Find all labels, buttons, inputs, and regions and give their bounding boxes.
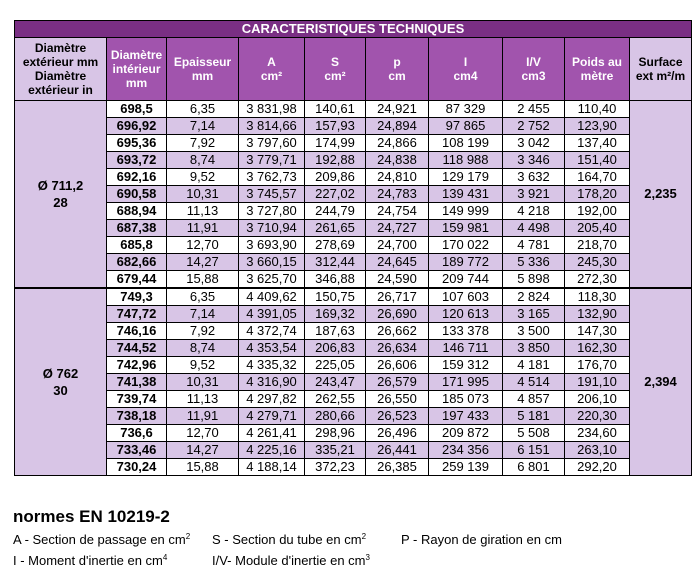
table-row (15, 118, 692, 135)
cell-ep: 11,13 (167, 203, 239, 220)
cell-ep: 10,31 (167, 186, 239, 203)
cell-iv: 2 455 (503, 101, 565, 118)
cell-ep: 6,35 (167, 288, 239, 306)
cell-iv: 6 801 (503, 459, 565, 476)
cell-pm: 132,90 (565, 306, 630, 323)
cell-s: 187,63 (305, 323, 366, 340)
table-row (15, 220, 692, 237)
cell-di: 739,74 (107, 391, 167, 408)
cell-s: 298,96 (305, 425, 366, 442)
surface-cell: 2,394 (630, 288, 692, 476)
table-row (15, 357, 692, 374)
cell-p: 24,894 (366, 118, 429, 135)
cell-pm: 218,70 (565, 237, 630, 254)
header-weight: Poids au mètre (565, 38, 630, 101)
cell-iv: 4 514 (503, 374, 565, 391)
cell-i: 129 179 (429, 169, 503, 186)
cell-p: 26,606 (366, 357, 429, 374)
table-row (15, 237, 692, 254)
cell-di: 698,5 (107, 101, 167, 118)
legend-p: P - Rayon de giration en cm (401, 532, 562, 547)
cell-iv: 3 850 (503, 340, 565, 357)
cell-di: 693,72 (107, 152, 167, 169)
cell-ep: 14,27 (167, 254, 239, 271)
table-row (15, 101, 692, 118)
cell-i: 133 378 (429, 323, 503, 340)
header-iv: I/V cm3 (503, 38, 565, 101)
cell-s: 157,93 (305, 118, 366, 135)
cell-a: 3 762,73 (239, 169, 305, 186)
cell-a: 4 353,54 (239, 340, 305, 357)
cell-a: 3 745,57 (239, 186, 305, 203)
cell-p: 26,550 (366, 391, 429, 408)
cell-iv: 2 752 (503, 118, 565, 135)
cell-i: 189 772 (429, 254, 503, 271)
cell-i: 185 073 (429, 391, 503, 408)
cell-di: 688,94 (107, 203, 167, 220)
cell-s: 227,02 (305, 186, 366, 203)
cell-a: 4 316,90 (239, 374, 305, 391)
cell-a: 4 372,74 (239, 323, 305, 340)
outer-diameter-cell (15, 101, 107, 289)
cell-i: 159 981 (429, 220, 503, 237)
cell-ep: 10,31 (167, 374, 239, 391)
cell-s: 169,32 (305, 306, 366, 323)
cell-i: 159 312 (429, 357, 503, 374)
cell-iv: 3 346 (503, 152, 565, 169)
legend-a: A - Section de passage en $cm^2$ (13, 532, 191, 547)
cell-pm: 176,70 (565, 357, 630, 374)
cell-p: 26,441 (366, 442, 429, 459)
cell-ep: 9,52 (167, 357, 239, 374)
header-thickness: Epaisseur mm (167, 38, 239, 101)
cell-iv: 6 151 (503, 442, 565, 459)
cell-p: 26,690 (366, 306, 429, 323)
cell-ep: 11,91 (167, 220, 239, 237)
cell-p: 26,496 (366, 425, 429, 442)
cell-s: 346,88 (305, 271, 366, 289)
table-row (15, 152, 692, 169)
surface-cell: 2,235 (630, 101, 692, 289)
cell-a: 4 297,82 (239, 391, 305, 408)
table-row (15, 340, 692, 357)
cell-p: 24,754 (366, 203, 429, 220)
cell-iv: 3 165 (503, 306, 565, 323)
cell-pm: 164,70 (565, 169, 630, 186)
cell-p: 26,523 (366, 408, 429, 425)
cell-di: 744,52 (107, 340, 167, 357)
cell-di: 682,66 (107, 254, 167, 271)
legend-s: S - Section du tube en $cm^2$ (212, 532, 367, 547)
cell-i: 97 865 (429, 118, 503, 135)
cell-p: 24,783 (366, 186, 429, 203)
table-row (15, 442, 692, 459)
cell-s: 372,23 (305, 459, 366, 476)
cell-pm: 245,30 (565, 254, 630, 271)
cell-s: 243,47 (305, 374, 366, 391)
table-row (15, 288, 692, 306)
cell-iv: 2 824 (503, 288, 565, 306)
cell-ep: 7,14 (167, 118, 239, 135)
cell-a: 3 625,70 (239, 271, 305, 289)
cell-pm: 220,30 (565, 408, 630, 425)
cell-s: 174,99 (305, 135, 366, 152)
cell-i: 171 995 (429, 374, 503, 391)
cell-iv: 4 181 (503, 357, 565, 374)
cell-p: 24,838 (366, 152, 429, 169)
table-row (15, 306, 692, 323)
table-row (15, 254, 692, 271)
header-outer-diameter: Diamètre extérieur mm Diamètre extérieur in (15, 38, 107, 101)
cell-di: 685,8 (107, 237, 167, 254)
cell-i: 146 711 (429, 340, 503, 357)
cell-p: 26,634 (366, 340, 429, 357)
cell-i: 209 872 (429, 425, 503, 442)
cell-iv: 5 508 (503, 425, 565, 442)
table-row (15, 425, 692, 442)
cell-ep: 15,88 (167, 459, 239, 476)
cell-a: 3 814,66 (239, 118, 305, 135)
outer-diameter-cell (15, 288, 107, 476)
cell-pm: 110,40 (565, 101, 630, 118)
cell-a: 4 335,32 (239, 357, 305, 374)
cell-a: 4 279,71 (239, 408, 305, 425)
cell-pm: 292,20 (565, 459, 630, 476)
cell-a: 3 727,80 (239, 203, 305, 220)
cell-pm: 272,30 (565, 271, 630, 289)
table-row (15, 408, 692, 425)
cell-iv: 3 632 (503, 169, 565, 186)
cell-i: 107 603 (429, 288, 503, 306)
cell-s: 206,83 (305, 340, 366, 357)
cell-ep: 11,91 (167, 408, 239, 425)
header-p: p cm (366, 38, 429, 101)
cell-di: 736,6 (107, 425, 167, 442)
cell-a: 3 693,90 (239, 237, 305, 254)
cell-iv: 3 500 (503, 323, 565, 340)
cell-a: 3 660,15 (239, 254, 305, 271)
cell-i: 87 329 (429, 101, 503, 118)
cell-ep: 9,52 (167, 169, 239, 186)
cell-iv: 5 336 (503, 254, 565, 271)
cell-pm: 234,60 (565, 425, 630, 442)
cell-pm: 191,10 (565, 374, 630, 391)
cell-s: 225,05 (305, 357, 366, 374)
cell-di: 679,44 (107, 271, 167, 289)
cell-iv: 4 498 (503, 220, 565, 237)
table-row (15, 186, 692, 203)
cell-di: 738,18 (107, 408, 167, 425)
cell-di: 742,96 (107, 357, 167, 374)
cell-p: 24,700 (366, 237, 429, 254)
cell-ep: 11,13 (167, 391, 239, 408)
table-row (15, 135, 692, 152)
cell-p: 24,921 (366, 101, 429, 118)
cell-pm: 263,10 (565, 442, 630, 459)
cell-p: 24,866 (366, 135, 429, 152)
cell-ep: 8,74 (167, 340, 239, 357)
header-a: A cm² (239, 38, 305, 101)
cell-s: 140,61 (305, 101, 366, 118)
cell-i: 234 356 (429, 442, 503, 459)
cell-di: 695,36 (107, 135, 167, 152)
cell-i: 209 744 (429, 271, 503, 289)
cell-s: 244,79 (305, 203, 366, 220)
cell-a: 4 261,41 (239, 425, 305, 442)
outer-diameter-mm: Ø 711,2 (37, 178, 84, 193)
cell-pm: 118,30 (565, 288, 630, 306)
cell-di: 687,38 (107, 220, 167, 237)
header-surface: Surface ext m²/m (630, 38, 692, 101)
cell-iv: 5 181 (503, 408, 565, 425)
cell-pm: 206,10 (565, 391, 630, 408)
cell-pm: 162,30 (565, 340, 630, 357)
cell-p: 24,590 (366, 271, 429, 289)
table-row (15, 459, 692, 476)
cell-iv: 3 042 (503, 135, 565, 152)
cell-p: 26,717 (366, 288, 429, 306)
cell-a: 4 225,16 (239, 442, 305, 459)
cell-p: 26,579 (366, 374, 429, 391)
cell-i: 170 022 (429, 237, 503, 254)
cell-ep: 12,70 (167, 425, 239, 442)
cell-s: 150,75 (305, 288, 366, 306)
cell-p: 26,385 (366, 459, 429, 476)
cell-i: 108 199 (429, 135, 503, 152)
cell-p: 24,727 (366, 220, 429, 237)
table-row (15, 169, 692, 186)
cell-s: 261,65 (305, 220, 366, 237)
cell-a: 4 391,05 (239, 306, 305, 323)
cell-iv: 3 921 (503, 186, 565, 203)
cell-pm: 151,40 (565, 152, 630, 169)
table-row (15, 203, 692, 220)
cell-pm: 123,90 (565, 118, 630, 135)
cell-s: 192,88 (305, 152, 366, 169)
cell-di: 741,38 (107, 374, 167, 391)
cell-i: 120 613 (429, 306, 503, 323)
cell-di: 696,92 (107, 118, 167, 135)
cell-di: 749,3 (107, 288, 167, 306)
outer-diameter-in: 28 (53, 195, 68, 210)
header-row (15, 38, 692, 101)
cell-pm: 205,40 (565, 220, 630, 237)
cell-ep: 14,27 (167, 442, 239, 459)
cell-di: 747,72 (107, 306, 167, 323)
legend-i: I - Moment d'inertie en $cm^4$ (13, 553, 168, 568)
cell-s: 335,21 (305, 442, 366, 459)
cell-a: 3 797,60 (239, 135, 305, 152)
cell-i: 259 139 (429, 459, 503, 476)
cell-p: 24,645 (366, 254, 429, 271)
cell-a: 3 710,94 (239, 220, 305, 237)
cell-ep: 7,92 (167, 135, 239, 152)
header-s: S cm² (305, 38, 366, 101)
cell-pm: 192,00 (565, 203, 630, 220)
cell-di: 690,58 (107, 186, 167, 203)
cell-ep: 7,92 (167, 323, 239, 340)
cell-a: 3 779,71 (239, 152, 305, 169)
cell-p: 24,810 (366, 169, 429, 186)
cell-s: 280,66 (305, 408, 366, 425)
cell-di: 692,16 (107, 169, 167, 186)
cell-s: 312,44 (305, 254, 366, 271)
cell-i: 149 999 (429, 203, 503, 220)
table-title: CARACTERISTIQUES TECHNIQUES (15, 21, 692, 38)
table-row (15, 323, 692, 340)
cell-di: 733,46 (107, 442, 167, 459)
table-row (15, 271, 692, 289)
cell-s: 262,55 (305, 391, 366, 408)
outer-diameter-in: 30 (53, 383, 68, 398)
cell-pm: 137,40 (565, 135, 630, 152)
cell-a: 3 831,98 (239, 101, 305, 118)
cell-a: 4 409,62 (239, 288, 305, 306)
cell-i: 118 988 (429, 152, 503, 169)
cell-iv: 4 781 (503, 237, 565, 254)
cell-a: 4 188,14 (239, 459, 305, 476)
cell-ep: 8,74 (167, 152, 239, 169)
cell-di: 746,16 (107, 323, 167, 340)
cell-p: 26,662 (366, 323, 429, 340)
cell-iv: 4 857 (503, 391, 565, 408)
cell-ep: 15,88 (167, 271, 239, 289)
legend-iv: I/V- Module d'inertie en $cm^3$ (212, 553, 370, 568)
cell-ep: 12,70 (167, 237, 239, 254)
cell-s: 209,86 (305, 169, 366, 186)
norms-title: normes EN 10219-2 (13, 507, 170, 526)
cell-ep: 7,14 (167, 306, 239, 323)
table-row (15, 374, 692, 391)
cell-iv: 4 218 (503, 203, 565, 220)
outer-diameter-mm: Ø 762 (42, 366, 79, 381)
cell-ep: 6,35 (167, 101, 239, 118)
header-i: I cm4 (429, 38, 503, 101)
cell-i: 197 433 (429, 408, 503, 425)
cell-pm: 178,20 (565, 186, 630, 203)
cell-s: 278,69 (305, 237, 366, 254)
cell-di: 730,24 (107, 459, 167, 476)
cell-iv: 5 898 (503, 271, 565, 289)
table-row (15, 391, 692, 408)
cell-i: 139 431 (429, 186, 503, 203)
table-body (15, 101, 692, 476)
cell-pm: 147,30 (565, 323, 630, 340)
header-inner-diameter: Diamètre intérieur mm (107, 38, 167, 101)
spec-table (14, 20, 692, 476)
